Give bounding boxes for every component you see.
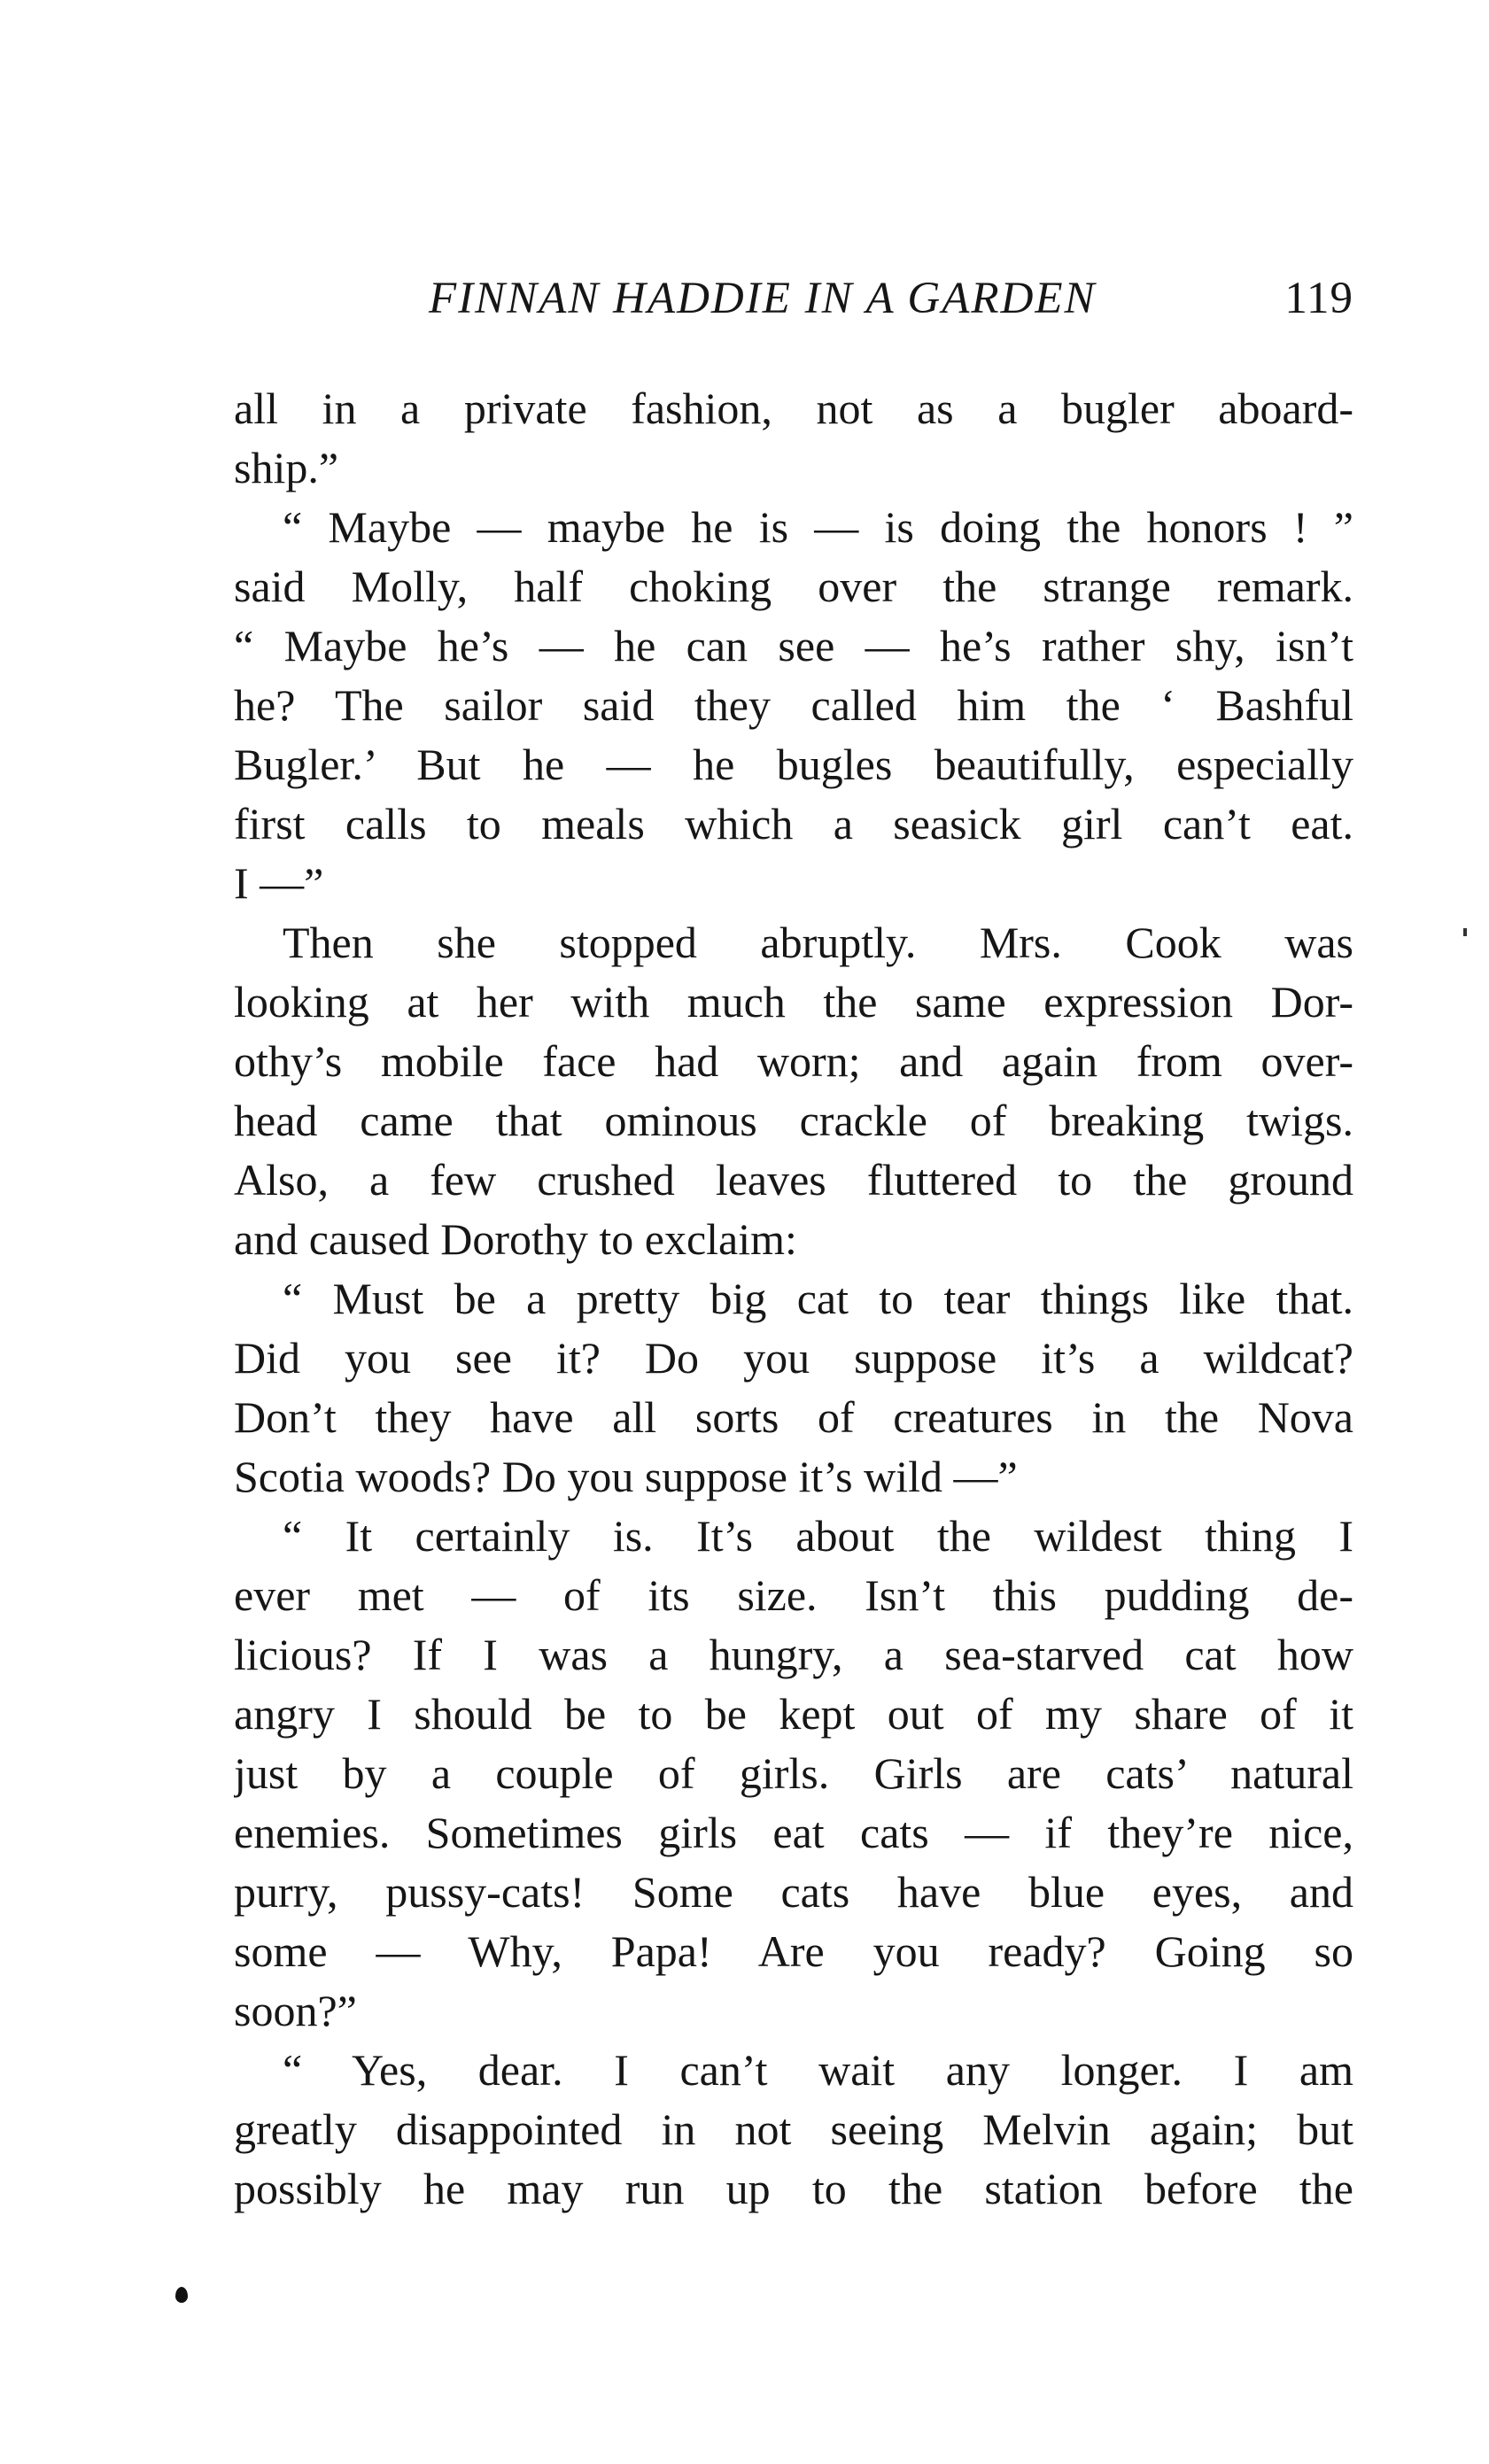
text-line: looking at her with much the same expression Dor- <box>234 977 1353 1027</box>
text-line: “ Maybe he’s — he can see — he’s rather shy, isn’t <box>234 621 1353 670</box>
text-line: “ Yes, dear. I can’t wait any longer. I am <box>283 2045 1353 2095</box>
text-line: he? The sailor said they called him the ‘ Bashful <box>234 680 1353 730</box>
body-text <box>234 379 1353 2219</box>
text-line: othy’s mobile face had worn; and again from over- <box>234 1036 1353 1086</box>
text-line: ship.” <box>234 443 339 492</box>
text-line: some — Why, Papa! Are you ready? Going so <box>234 1926 1353 1976</box>
text-line: first calls to meals which a seasick girl can’t eat. <box>234 799 1353 848</box>
text-line: “ Maybe — maybe he is — is doing the honors ! ” <box>283 502 1353 552</box>
text-line: Bugler.’ But he — he bugles beautifully, especially <box>234 740 1353 789</box>
text-line: Also, a few crushed leaves fluttered to the ground <box>234 1155 1353 1205</box>
page-header <box>234 273 1353 329</box>
ink-blot-mark <box>175 2287 188 2303</box>
text-line: Did you see it? Do you suppose it’s a wildcat? <box>234 1333 1353 1383</box>
text-line: I —” <box>234 858 324 908</box>
text-line: possibly he may run up to the station before the <box>234 2164 1353 2213</box>
text-line: angry I should be to be kept out of my share of it <box>234 1689 1353 1739</box>
text-line: purry, pussy-cats! Some cats have blue eyes, and <box>234 1867 1353 1917</box>
text-line: “ Must be a pretty big cat to tear things like that. <box>283 1274 1353 1323</box>
text-line: ever met — of its size. Isn’t this pudding de- <box>234 1570 1353 1620</box>
text-line: head came that ominous crackle of breaking twigs. <box>234 1096 1353 1145</box>
page-number: 119 <box>1284 274 1353 323</box>
text-line: just by a couple of girls. Girls are cats’ natural <box>234 1748 1353 1798</box>
text-line: greatly disappointed in not seeing Melvin again; but <box>234 2104 1353 2154</box>
text-line: soon?” <box>234 1986 357 2035</box>
text-line: said Molly, half choking over the strange remark. <box>234 562 1353 611</box>
margin-speck <box>1463 928 1467 936</box>
text-line: all in a private fashion, not as a bugler aboard- <box>234 384 1353 433</box>
text-line: Don’t they have all sorts of creatures in the Nova <box>234 1392 1353 1442</box>
running-head: FINNAN HADDIE IN A GARDEN <box>429 274 1097 323</box>
text-line: Then she stopped abruptly. Mrs. Cook was <box>283 918 1353 967</box>
text-line: and caused Dorothy to exclaim: <box>234 1214 797 1264</box>
text-line: Scotia woods? Do you suppose it’s wild —” <box>234 1452 1018 1501</box>
text-line: “ It certainly is. It’s about the wildest thing I <box>283 1511 1353 1561</box>
text-line: licious? If I was a hungry, a sea-starved cat how <box>234 1630 1353 1679</box>
text-line: enemies. Sometimes girls eat cats — if they’re nice, <box>234 1808 1353 1857</box>
